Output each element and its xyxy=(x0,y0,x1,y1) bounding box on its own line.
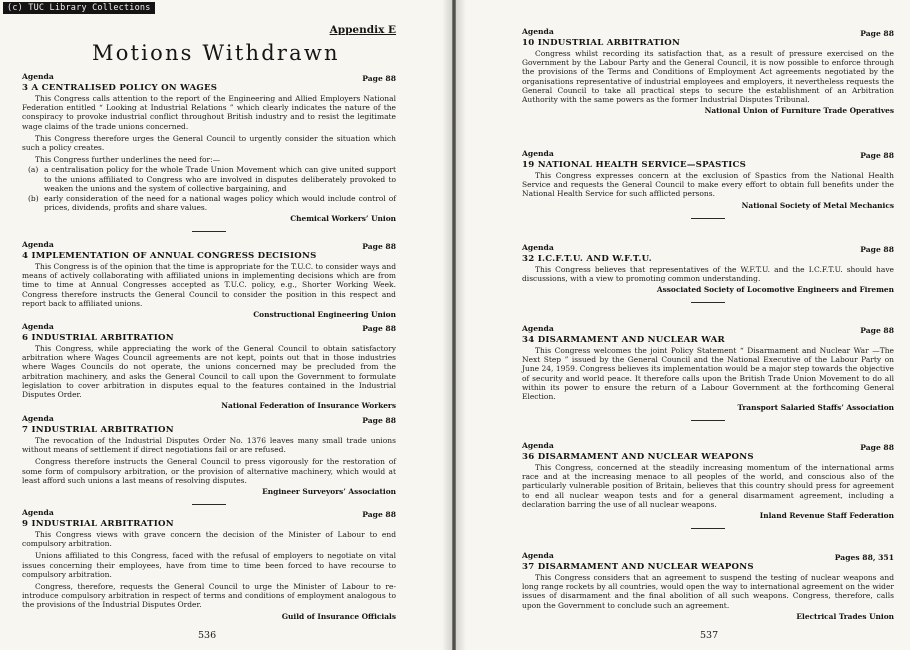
list-marker: (a) xyxy=(28,165,39,175)
motion-paragraph: Congress, therefore, requests the General Council to urge the Minister of Labour to re-introduce compulsory arbitration in respect of terms and conditions of employment analogous to the provisions of the Industrial Disputes Order. xyxy=(22,582,396,610)
motion-9 xyxy=(22,508,396,622)
section-divider xyxy=(691,218,725,219)
agenda-row xyxy=(522,324,894,335)
motion-heading: 37 DISARMAMENT AND NUCLEAR WEAPONS xyxy=(522,562,754,572)
agenda-label: Agenda xyxy=(22,240,54,249)
agenda-label: Agenda xyxy=(522,551,554,560)
motion-paragraph: This Congress calls attention to the report of the Engineering and Allied Employers National Federation entitled “ Looking at Industrial Relations ” which clearly indicates the nature of the conspiracy to provoke industrial conflict throughout British industry and to resist the legitimate wage claims of the trade unions concerned. xyxy=(22,94,396,131)
agenda-page-ref: Page 88 xyxy=(362,324,396,333)
agenda-page-ref: Page 88 xyxy=(860,29,894,38)
motion-paragraph: This Congress, concerned at the steadily increasing momentum of the international arms race and at the increasing menace to all peoples of the world, and conscious also of the particularly vulnerable position of Britain, believes that this country should press for agreement to end all nuclear weapon tests and for a general disarmament agreement, including a declaration barring the use of all nuclear weapons. xyxy=(522,463,894,509)
page-number: 537 xyxy=(700,630,719,641)
motion-sponsor: National Society of Metal Mechanics xyxy=(741,200,894,210)
motion-list-item xyxy=(22,165,396,193)
agenda-row xyxy=(522,243,894,254)
agenda-row xyxy=(22,240,396,251)
motion-paragraph: This Congress welcomes the joint Policy Statement “ Disarmament and Nuclear War —The Next Step ” issued by the General Council and the National Executive of the Labour Party on June 24, 1959. Congress believes its implementation would be a major step towards the objective of security and world peace. It therefore calls upon the British Trade Union Movement to do all within its power to ensure the return of a Labour Government at the forthcoming General Election. xyxy=(522,346,894,402)
agenda-page-ref: Page 88 xyxy=(860,443,894,452)
motion-paragraph: The revocation of the Industrial Disputes Order No. 1376 leaves many small trade unions without means of settlement if direct negotiations fail or are refused. xyxy=(22,436,396,455)
motion-3 xyxy=(22,72,396,232)
agenda-row xyxy=(522,551,894,562)
agenda-row xyxy=(22,414,396,425)
motion-heading: 4 IMPLEMENTATION OF ANNUAL CONGRESS DECISIONS xyxy=(22,251,317,261)
motion-sponsor: Guild of Insurance Officials xyxy=(281,611,396,621)
agenda-page-ref: Page 88 xyxy=(362,74,396,83)
agenda-label: Agenda xyxy=(522,243,554,252)
left-page xyxy=(0,0,452,650)
section-divider xyxy=(691,420,725,421)
agenda-label: Agenda xyxy=(522,27,554,36)
appendix-label: Appendix E xyxy=(329,24,396,36)
agenda-row xyxy=(522,27,894,38)
motion-heading: 9 INDUSTRIAL ARBITRATION xyxy=(22,519,174,529)
motion-4 xyxy=(22,240,396,320)
section-divider xyxy=(192,231,226,232)
motion-paragraph: Congress whilst recording its satisfaction that, as a result of pressure exercised on the Government by the Labour Party and the General Council, it is now possible to enforce through the provisions of the Terms and Conditions of Employment Act agreements negotiated by the organisations representative of industrial employees and employers, it nevertheless requests the General Council to take all practical steps to secure the establishment of an Arbitration Authority with the same powers as the former Industrial Disputes Tribunal. xyxy=(522,49,894,105)
motion-sponsor: Transport Salaried Staffs’ Association xyxy=(737,403,894,413)
agenda-page-ref: Page 88 xyxy=(362,510,396,519)
page-title: Motions Withdrawn xyxy=(92,41,340,65)
motion-heading: 19 NATIONAL HEALTH SERVICE—SPASTICS xyxy=(522,160,747,170)
motion-paragraph: This Congress considers that an agreement to suspend the testing of nuclear weapons and long range rockets by all countries, would open the way to international agreement on the wider issues of disarmament and the final abolition of all such weapons. Congress, therefore, calls upon the Government to conclude such an agreement. xyxy=(522,573,894,610)
agenda-page-ref: Page 88 xyxy=(362,416,396,425)
motion-sponsor: Constructional Engineering Union xyxy=(253,310,396,320)
agenda-row xyxy=(22,508,396,519)
motion-36 xyxy=(522,441,894,529)
agenda-label: Agenda xyxy=(22,72,54,81)
motion-paragraph: Unions affiliated to this Congress, faced with the refusal of employers to negotiate on vital issues concerning their employees, have from time to time been forced to have recourse to compulsory arbitration. xyxy=(22,551,396,579)
agenda-page-ref: Page 88 xyxy=(362,242,396,251)
motion-sponsor: Chemical Workers’ Union xyxy=(290,214,396,224)
motion-paragraph: This Congress, while appreciating the work of the General Council to obtain satisfactory arbitration where Wages Council agreements are not kept, points out that in those industries where Wages Councils do not operate, the unions concerned may be precluded from the arbitration machinery, and asks the General Council to call upon the Government to formulate legislation to cover arbitration in disputes equal to the features contained in the Industrial Disputes Order. xyxy=(22,344,396,400)
motion-sponsor: Engineer Surveyors’ Association xyxy=(262,487,396,497)
list-marker: (b) xyxy=(28,194,39,204)
agenda-label: Agenda xyxy=(522,441,554,450)
agenda-page-ref: Pages 88, 351 xyxy=(834,553,894,562)
list-text: early consideration of the need for a national wages policy which would include control of prices, dividends, profits and share values. xyxy=(44,194,396,213)
agenda-page-ref: Page 88 xyxy=(860,151,894,160)
motion-sponsor: Inland Revenue Staff Federation xyxy=(759,511,894,521)
motion-paragraph: This Congress believes that representatives of the W.F.T.U. and the I.C.F.T.U. should have discussions, with a view to promoting common understanding. xyxy=(522,265,894,284)
motion-7 xyxy=(22,414,396,505)
motion-10 xyxy=(522,27,894,116)
motion-heading: 36 DISARMAMENT AND NUCLEAR WEAPONS xyxy=(522,452,754,462)
agenda-label: Agenda xyxy=(522,149,554,158)
motion-paragraph: This Congress expresses concern at the exclusion of Spastics from the National Health Service and requests the General Council to make every effort to obtain full benefits under the National Health Service for such afflicted persons. xyxy=(522,171,894,199)
agenda-label: Agenda xyxy=(22,414,54,423)
agenda-row xyxy=(22,322,396,333)
motion-paragraph: This Congress views with grave concern the decision of the Minister of Labour to end compulsory arbitration. xyxy=(22,530,396,549)
motion-heading: 6 INDUSTRIAL ARBITRATION xyxy=(22,333,174,343)
page-number: 536 xyxy=(198,630,217,641)
motion-37 xyxy=(522,551,894,622)
agenda-row xyxy=(22,72,396,83)
motion-sponsor: Associated Society of Locomotive Engineers and Firemen xyxy=(656,285,894,295)
motion-heading: 3 A CENTRALISED POLICY ON WAGES xyxy=(22,83,218,93)
motion-paragraph: This Congress further underlines the need for:— xyxy=(35,155,221,165)
agenda-row xyxy=(522,441,894,452)
right-page xyxy=(456,0,910,650)
motion-34 xyxy=(522,324,894,421)
motion-heading: 10 INDUSTRIAL ARBITRATION xyxy=(522,38,681,48)
agenda-page-ref: Page 88 xyxy=(860,245,894,254)
motion-paragraph: This Congress is of the opinion that the time is appropriate for the T.U.C. to consider ways and means of actively collaborating with affiliated unions in implementing decisions which are from time to time at Annual Congresses accepted as T.U.C. policy, e.g., Shorter Working Week. Congress therefore instructs the General Council to consider the position in this respect and report back to affiliated unions. xyxy=(22,262,396,308)
motion-sponsor: National Federation of Insurance Workers xyxy=(221,401,396,411)
list-text: a centralisation policy for the whole Trade Union Movement which can give united support to the unions affiliated to Congress who are involved in disputes deliberately provoked to weaken the unions and the system of collective bargaining, and xyxy=(44,165,396,193)
motion-heading: 32 I.C.F.T.U. AND W.F.T.U. xyxy=(522,254,652,264)
section-divider xyxy=(691,528,725,529)
motion-19 xyxy=(522,149,894,219)
motion-6 xyxy=(22,322,396,411)
agenda-page-ref: Page 88 xyxy=(860,326,894,335)
agenda-label: Agenda xyxy=(522,324,554,333)
agenda-label: Agenda xyxy=(22,508,54,517)
motion-heading: 34 DISARMAMENT AND NUCLEAR WAR xyxy=(522,335,725,345)
motion-paragraph: This Congress therefore urges the General Council to urgently consider the situation which such a policy creates. xyxy=(22,133,396,153)
section-divider xyxy=(192,504,226,505)
motion-32 xyxy=(522,243,894,303)
agenda-label: Agenda xyxy=(22,322,54,331)
motion-sponsor: National Union of Furniture Trade Operatives xyxy=(704,106,894,116)
collection-watermark: (c) TUC Library Collections xyxy=(3,2,155,14)
section-divider xyxy=(691,302,725,303)
motion-heading: 7 INDUSTRIAL ARBITRATION xyxy=(22,425,174,435)
motion-list-item xyxy=(22,194,396,212)
motion-sponsor: Electrical Trades Union xyxy=(796,611,894,621)
motion-paragraph: Congress therefore instructs the General Council to press vigorously for the restoration of some form of compulsory arbitration, or the provision of alternative machinery, which would at least afford such unions a last means of resolving disputes. xyxy=(22,457,396,485)
agenda-row xyxy=(522,149,894,160)
